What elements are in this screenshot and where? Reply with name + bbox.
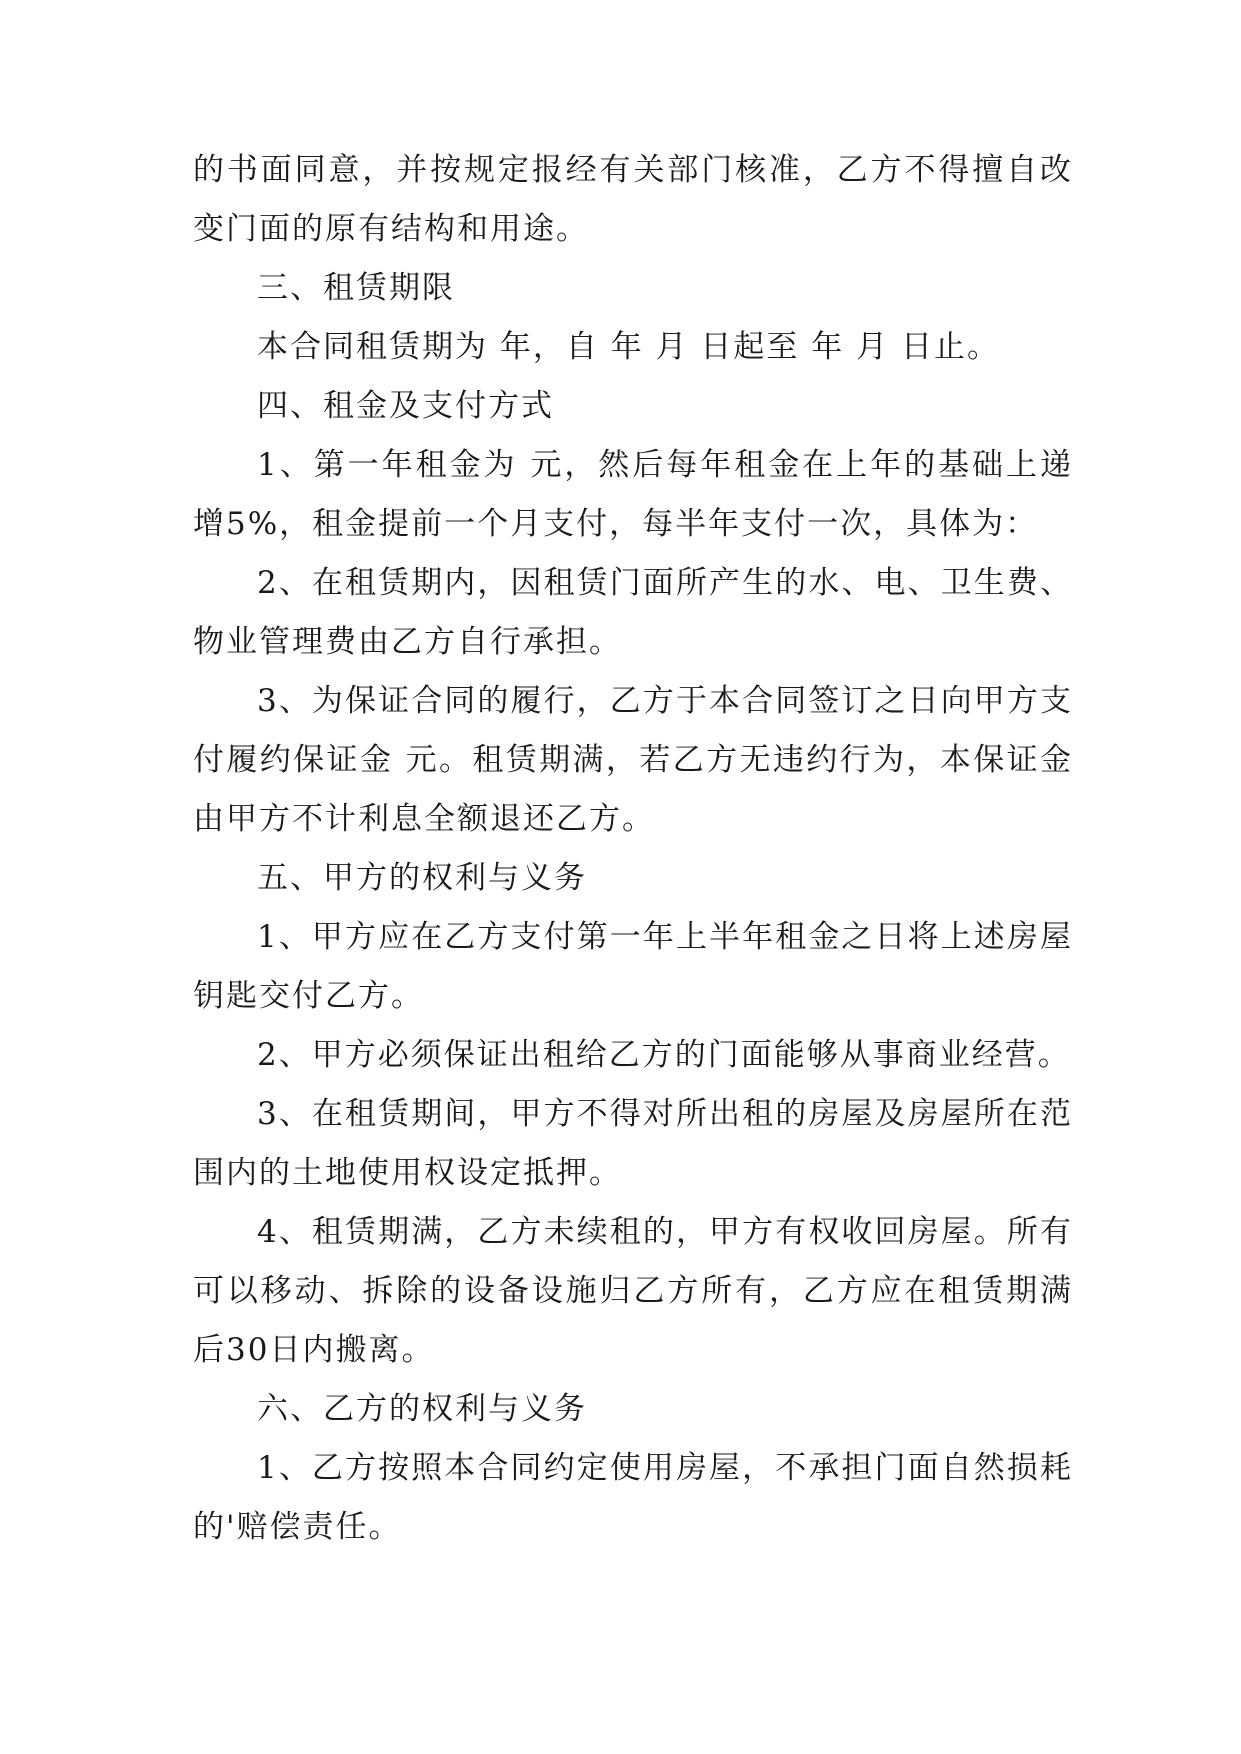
paragraph-rent-clause-2: 2、在租赁期内，因租赁门面所产生的水、电、卫生费、物业管理费由乙方自行承担。 <box>193 565 1073 660</box>
paragraph-party-a-clause-3: 3、在租赁期间，甲方不得对所出租的房屋及房屋所在范围内的土地使用权设定抵押。 <box>193 1096 1073 1191</box>
paragraph-continuation: 的书面同意，并按规定报经有关部门核准，乙方不得擅自改变门面的原有结构和用途。 <box>193 152 1073 247</box>
paragraph-party-b-clause-1: 1、乙方按照本合同约定使用房屋，不承担门面自然损耗的'赔偿责任。 <box>193 1450 1073 1545</box>
section-heading-party-b: 六、乙方的权利与义务 <box>257 1391 587 1427</box>
section-heading-lease-term: 三、租赁期限 <box>257 270 455 306</box>
paragraph-party-a-clause-4: 4、租赁期满，乙方未续租的，甲方有权收回房屋。所有可以移动、拆除的设备设施归乙方所有，乙方应在租赁期满后30日内搬离。 <box>193 1214 1073 1368</box>
section-heading-rent-payment: 四、租金及支付方式 <box>257 388 554 424</box>
paragraph-lease-term: 本合同租赁期为 年，自 年 月 日起至 年 月 日止。 <box>257 329 1000 365</box>
paragraph-rent-clause-1: 1、第一年租金为 元，然后每年租金在上年的基础上递增5%，租金提前一个月支付，每半年支付一次，具体为： <box>193 447 1073 542</box>
paragraph-party-a-clause-2: 2、甲方必须保证出租给乙方的门面能够从事商业经营。 <box>257 1037 1071 1073</box>
paragraph-party-a-clause-1: 1、甲方应在乙方支付第一年上半年租金之日将上述房屋钥匙交付乙方。 <box>193 919 1073 1014</box>
section-heading-party-a: 五、甲方的权利与义务 <box>257 860 587 896</box>
paragraph-rent-clause-3: 3、为保证合同的履行，乙方于本合同签订之日向甲方支付履约保证金 元。租赁期满，若乙方无违约行为，本保证金由甲方不计利息全额退还乙方。 <box>193 683 1073 837</box>
document-page <box>193 141 1073 1557</box>
